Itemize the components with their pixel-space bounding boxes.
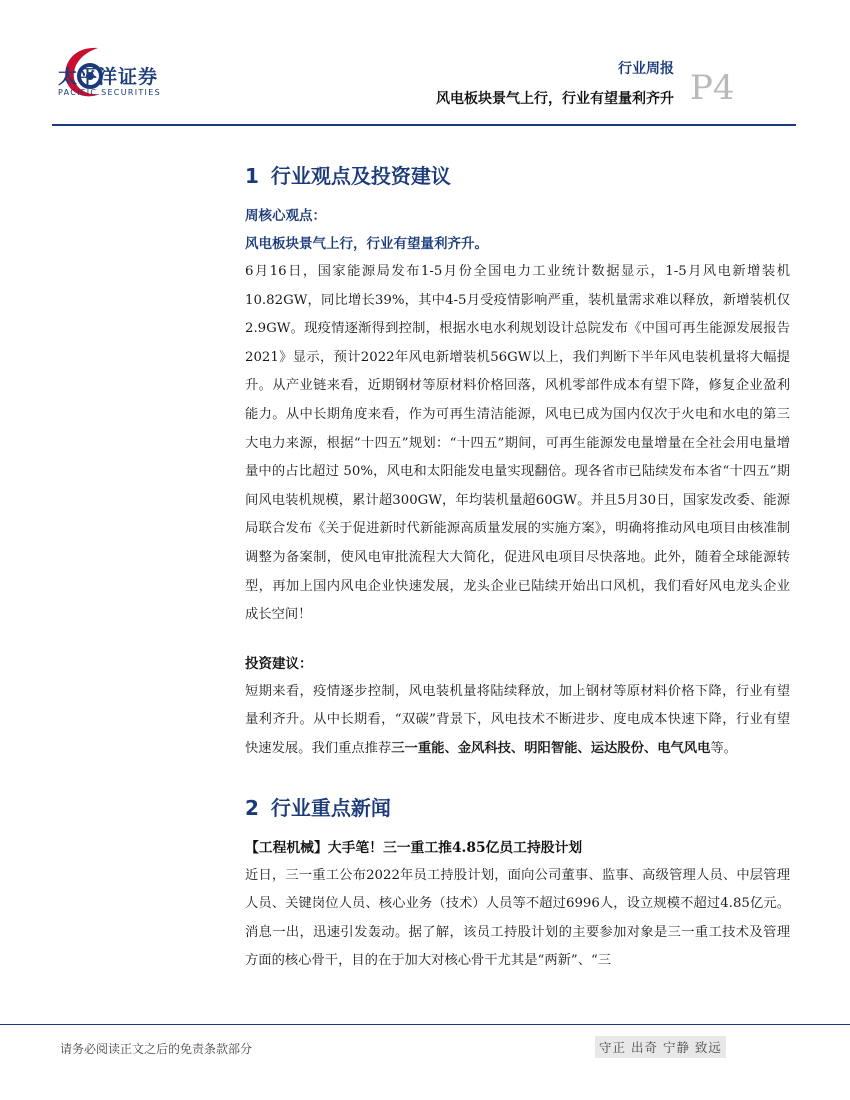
invest-advice-label: 投资建议： — [245, 655, 313, 672]
report-type: 行业周报 — [618, 61, 674, 77]
news-body: 近日，三一重工公布2022年员工持股计划，面向公司董事、监事、高级管理人员、中层管理人员、关键岗位人员、核心业务（技术）人员等不超过6996人，设立规模不超过4.85亿元。消息一出，迅速引发轰动。据了解，该员工持股计划的主要参加对象是三一重工技术及管理方面的核心骨干，目的在于加大对核心骨干尤其是“两新”、“三 — [245, 867, 790, 969]
core-view-headline: 风电板块景气上行，行业有望量利齐升。 — [245, 236, 488, 252]
invest-advice-tail: 等。 — [710, 740, 737, 756]
core-view-body: 6月16日，国家能源局发布1-5月份全国电力工业统计数据显示，1-5月风电新增装机10.82GW，同比增长39%，其中4-5月受疫情影响严重，装机量需求难以释放，新增装机仅2.9GW。现疫情逐渐得到控制，根据水电水利规划设计总院发布《中国可再生能源发展报告2021》显示，预计2022年风电新增装机56GW以上，我们判断下半年风电装机量将大幅提升。从产业链来看，近期钢材等原材料价格回落，风机零部件成本有望下降，修复企业盈利能力。从中长期角度来看，作为可再生清洁能源，风电已成为国内仅次于火电和水电的第三大电力来源，根据“十四五”规划：“十四五”期间，可再生能源发电量增量在全社会用电量增量中的占比超过 50%，风电和太阳能发电量实现翻倍。现各省市已陆续发布本省“十四五”期间风电装机规模，累计超300GW，年均装机量超60GW。并且5月30日，国家发改委、能源局联合发布《关于促进新时代新能源高质量发展的实施方案》，明确将推动风电项目由核准制调整为备案制，使风电审批流程大大简化，促进风电项目尽快落地。此外，随着全球能源转型，再加上国内风电企业快速发展，龙头企业已陆续开始出口风机，我们看好风电龙头企业成长空间！ — [245, 264, 790, 623]
footer-motto: 守正 出奇 宁静 致远 — [595, 1036, 726, 1058]
header-title: 风电板块景气上行，行业有望量利齐升 — [436, 91, 674, 107]
invest-advice-text: 短期来看，疫情逐步控制，风电装机量将陆续释放，加上钢材等原材料价格下降，行业有望量利齐升。从中长期看，“双碳”背景下，风电技术不断进步、度电成本快速下降，行业有望快速发展。我们重点推荐 — [245, 683, 790, 756]
page-number: P4 — [690, 68, 735, 108]
main-content — [245, 160, 790, 976]
section-2-heading — [245, 792, 790, 824]
section-1-title: 行业观点及投资建议 — [270, 164, 451, 188]
section-2-number: 2 — [245, 795, 259, 820]
section-2-title: 行业重点新闻 — [270, 795, 391, 820]
logo-name-cn: 太平洋证券 — [58, 66, 159, 88]
footer-divider — [0, 1024, 850, 1025]
core-view-label: 周核心观点： — [245, 208, 326, 224]
section-1-number: 1 — [245, 164, 259, 188]
recommended-stocks: 三一重能、金风科技、明阳智能、运达股份、电气风电 — [391, 740, 711, 756]
footer-disclaimer: 请务必阅读正文之后的免责条款部分 — [60, 1042, 253, 1056]
header-divider — [52, 124, 796, 126]
news-headline: 【工程机械】大手笔！三一重工推4.85亿员工持股计划 — [245, 839, 583, 856]
section-1-heading — [245, 160, 790, 192]
logo-name-en: PACIFIC SECURITIES — [58, 88, 161, 97]
invest-advice-body — [245, 678, 790, 764]
